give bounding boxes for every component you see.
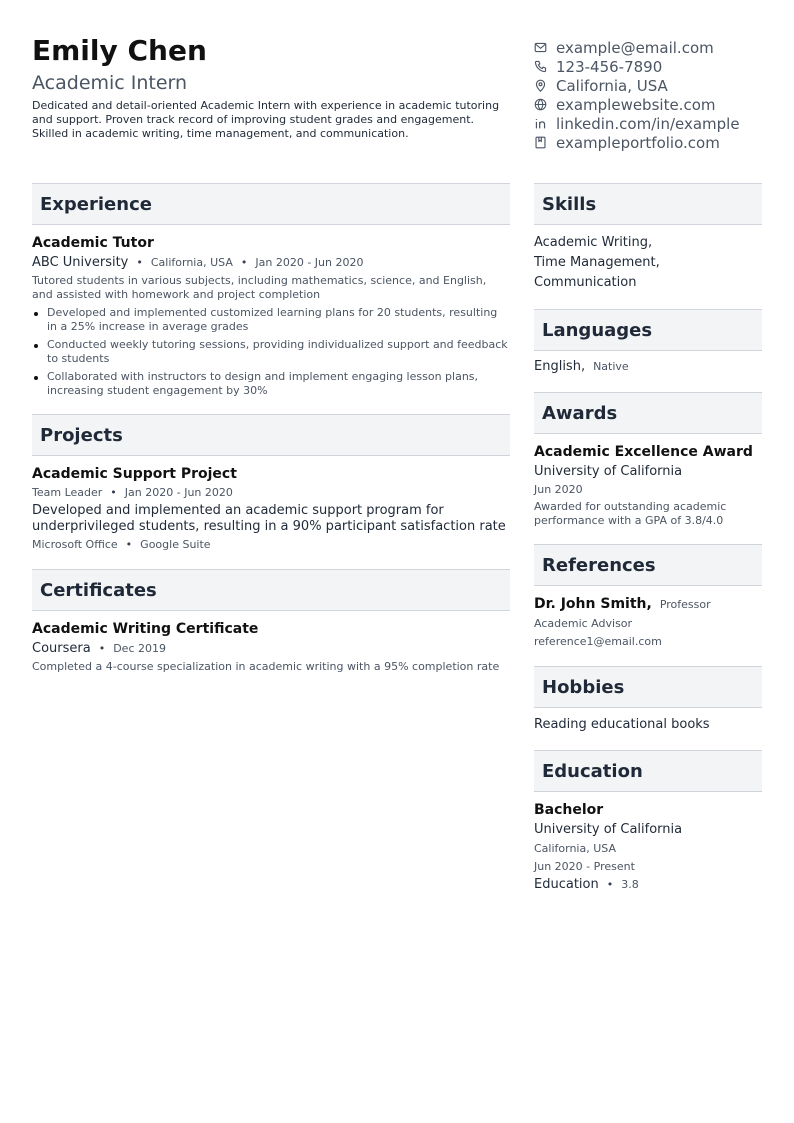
skill-item: Communication [534,275,637,290]
education-school: University of California [534,822,683,837]
experience-meta-row [32,255,510,270]
list-item: Developed and implemented customized learning plans for 20 students, resulting in a 25% increase in average grades [32,306,510,334]
award-name: Academic Excellence Award [534,444,753,460]
contact-portfolio-text: exampleportfolio.com [556,133,720,152]
linkedin-icon [534,117,547,130]
project-meta-row [32,486,510,499]
skills-list [534,233,762,293]
contact-linkedin[interactable] [534,114,774,133]
candidate-name: Emily Chen [32,34,207,67]
contact-location [534,76,774,95]
contact-list [534,38,774,152]
language-level: Native [593,360,629,373]
certificate-date: Dec 2019 [113,642,166,655]
hobby-text: Reading educational books [534,717,710,732]
education-field: Education [534,877,599,892]
experience-dates: Jan 2020 - Jun 2020 [255,256,364,269]
list-item: Collaborated with instructors to design and implement engaging lesson plans, increasing student engagement by 30% [32,370,510,398]
left-column [32,183,510,674]
experience-org: ABC University [32,255,129,270]
award-date: Jun 2020 [534,483,583,496]
reference-name-row [534,596,762,612]
experience-bullets [32,306,510,398]
languages-section [534,309,762,374]
certificate-entry [32,621,510,674]
contact-website[interactable] [534,95,774,114]
experience-entry [32,235,510,398]
right-column [534,183,762,892]
experience-role: Academic Tutor [32,235,154,251]
certificates-section [32,569,510,674]
location-pin-icon [534,79,547,92]
reference-entry [534,596,762,648]
project-tools-row [32,538,510,551]
projects-section [32,414,510,551]
reference-relation: Academic Advisor [534,617,633,630]
section-title-certificates: Certificates [32,569,510,611]
education-dates: Jun 2020 - Present [534,860,635,873]
education-entry [534,802,762,892]
experience-location: California, USA [150,256,233,269]
section-title-references: References [534,544,762,586]
education-field-row [534,877,762,892]
contact-phone[interactable] [534,57,774,76]
list-item: Conducted weekly tutoring sessions, providing individualized support and feedback to students [32,338,510,366]
section-title-experience: Experience [32,183,510,225]
contact-phone-text: 123-456-7890 [556,57,663,76]
project-description: Developed and implemented an academic support program for underprivileged students, resulting in a 90% participant satisfaction rate [32,503,506,534]
contact-website-text: examplewebsite.com [556,95,716,114]
section-title-skills: Skills [534,183,762,225]
portfolio-icon [534,136,547,149]
hobbies-section [534,666,762,732]
education-location: California, USA [534,842,616,855]
contact-linkedin-text: linkedin.com/in/example [556,114,740,133]
project-dates: Jan 2020 - Jun 2020 [124,486,233,499]
resume-page [32,32,762,892]
education-section [534,750,762,892]
language-entry [534,359,762,374]
contact-location-text: California, USA [556,76,668,95]
contact-email[interactable] [534,38,774,57]
phone-icon [534,60,547,73]
project-name: Academic Support Project [32,466,237,482]
separator-dot: • [606,878,614,891]
section-title-projects: Projects [32,414,510,456]
reference-position: Professor [659,598,711,611]
language-name: English, [534,359,586,374]
certificate-description: Completed a 4-course specialization in academic writing with a 95% completion rate [32,660,500,673]
experience-description: Tutored students in various subjects, including mathematics, science, and English, and assisted with homework and project completion [32,274,487,301]
certificate-issuer: Coursera [32,641,91,656]
separator-dot: • [110,486,117,499]
summary-text: Dedicated and detail-oriented Academic Intern with experience in academic tutoring and support. Proven track record of improving student grades and engagement. Skilled in academic writing, time management, and communication. [32,99,500,140]
certificate-meta-row [32,641,510,656]
contact-email-text: example@email.com [556,38,714,57]
project-entry [32,466,510,551]
skill-item: Time Management, [534,255,660,270]
resume-header [32,32,762,182]
experience-section [32,183,510,398]
separator-dot: • [240,256,248,269]
education-gpa: 3.8 [621,878,639,891]
reference-name: Dr. John Smith, [534,596,652,612]
mail-icon [534,41,547,54]
project-tool: Google Suite [140,538,211,551]
section-title-awards: Awards [534,392,762,434]
award-entry [534,444,762,528]
award-org: University of California [534,464,683,479]
references-section [534,544,762,648]
skill-item: Academic Writing, [534,235,653,250]
certificate-name: Academic Writing Certificate [32,621,259,637]
awards-section [534,392,762,528]
contact-portfolio[interactable] [534,133,774,152]
skills-section [534,183,762,293]
education-degree: Bachelor [534,802,604,818]
section-title-languages: Languages [534,309,762,351]
separator-dot: • [98,642,106,655]
project-tool: Microsoft Office [32,538,118,551]
section-title-education: Education [534,750,762,792]
section-title-hobbies: Hobbies [534,666,762,708]
candidate-role: Academic Intern [32,72,188,94]
separator-dot: • [125,538,133,551]
separator-dot: • [136,256,143,269]
project-role: Team Leader [32,486,103,499]
reference-email[interactable]: reference1@email.com [534,635,662,648]
globe-icon [534,98,547,111]
award-description: Awarded for outstanding academic performance with a GPA of 3.8/4.0 [534,500,727,527]
